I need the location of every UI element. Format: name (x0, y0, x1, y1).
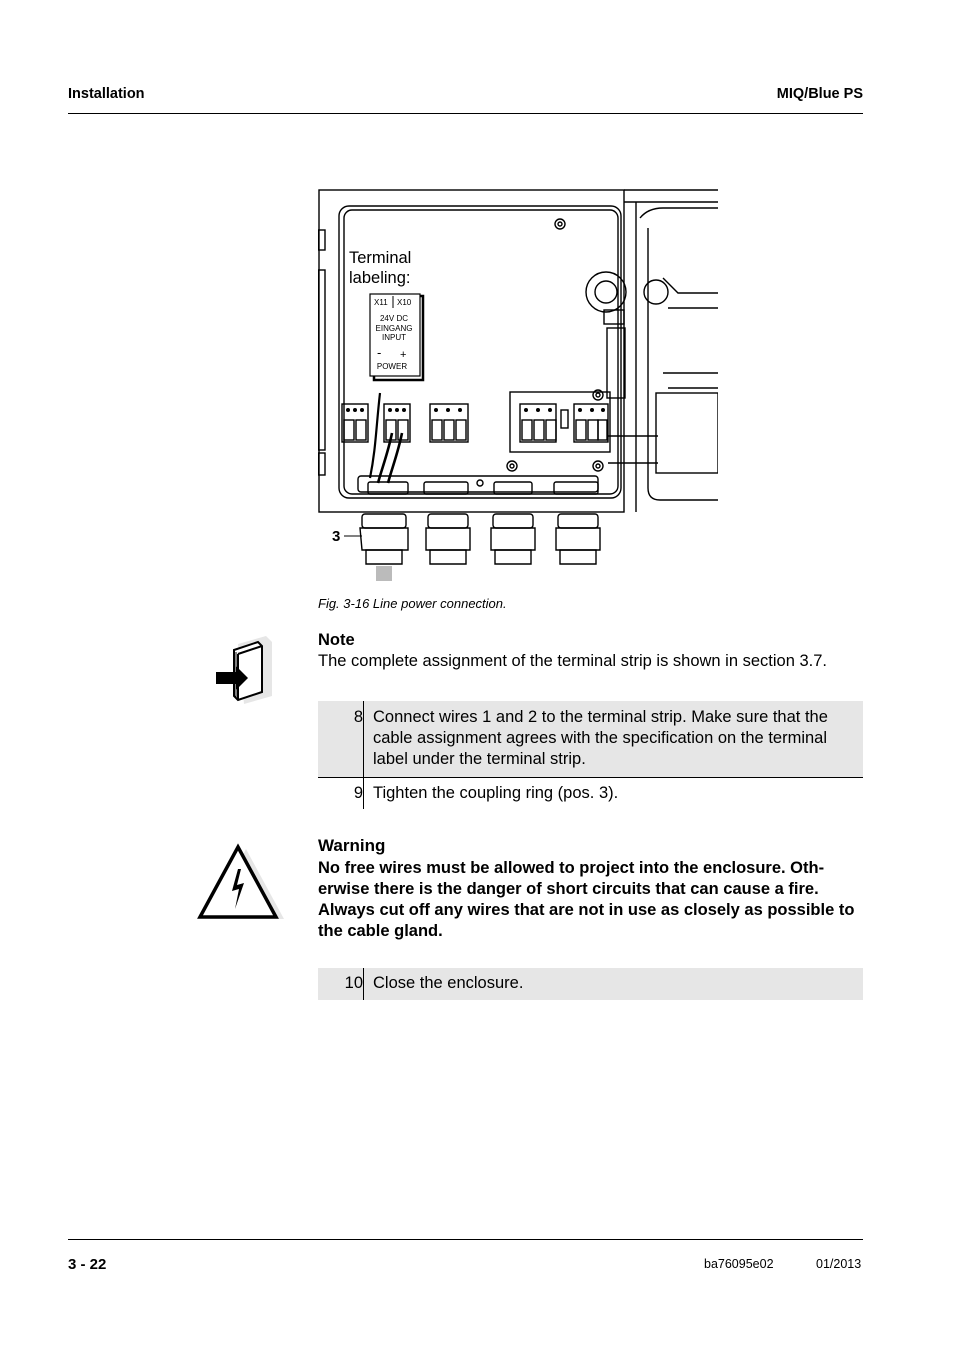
step-row (318, 778, 863, 809)
note-title: Note (318, 631, 355, 649)
figure-caption: Fig. 3-16 Line power connection. (318, 596, 507, 611)
step-number: 8 (353, 708, 363, 726)
step-number: 10 (344, 974, 363, 992)
step-row (318, 968, 863, 1000)
note-text: The complete assignment of the terminal strip is shown in section 3.7. (318, 652, 827, 670)
step-divider (363, 778, 364, 809)
header-rule (68, 113, 863, 114)
warning-title: Warning (318, 836, 386, 855)
warning-text: No free wires must be allowed to project into the enclosure. Oth-erwise there is the danger of short circuits that can cause a fire. Always cut off any wires that are not in use as closely as possible to the cable gland. (318, 859, 855, 940)
step-number: 9 (353, 784, 363, 802)
label-plus: + (400, 349, 407, 361)
step-divider (363, 701, 364, 777)
page-number: 3 - 22 (68, 1256, 107, 1273)
label-eingang: EINGANG (375, 324, 413, 333)
label-x10: X10 (397, 298, 412, 307)
step-row (318, 701, 863, 777)
callout-3: 3 (332, 528, 341, 545)
label-x11: X11 (374, 298, 388, 307)
header-product-name: MIQ/Blue PS (776, 86, 863, 102)
enclosure-wiring-diagram (318, 188, 718, 583)
label-input: INPUT (382, 333, 406, 342)
terminal-labeling-line1: Terminal (349, 249, 412, 267)
document-id: ba76095e02 (704, 1257, 774, 1271)
footer-rule (68, 1239, 863, 1240)
label-voltage: 24V DC (379, 314, 409, 323)
terminal-labeling-line2: labeling: (349, 269, 411, 287)
document-date: 01/2013 (816, 1257, 862, 1271)
step-text: Connect wires 1 and 2 to the terminal strip. Make sure that the cable assignment agrees with the specification on the terminal label under the terminal strip. (373, 708, 828, 768)
book-arrow-icon (214, 636, 274, 704)
label-minus: - (377, 345, 382, 360)
high-voltage-warning-icon (196, 843, 286, 923)
step-text: Close the enclosure. (373, 974, 524, 992)
step-text: Tighten the coupling ring (pos. 3). (373, 784, 619, 802)
header-section-title: Installation (68, 86, 145, 102)
step-divider (363, 968, 364, 1000)
label-power: POWER (376, 362, 408, 371)
